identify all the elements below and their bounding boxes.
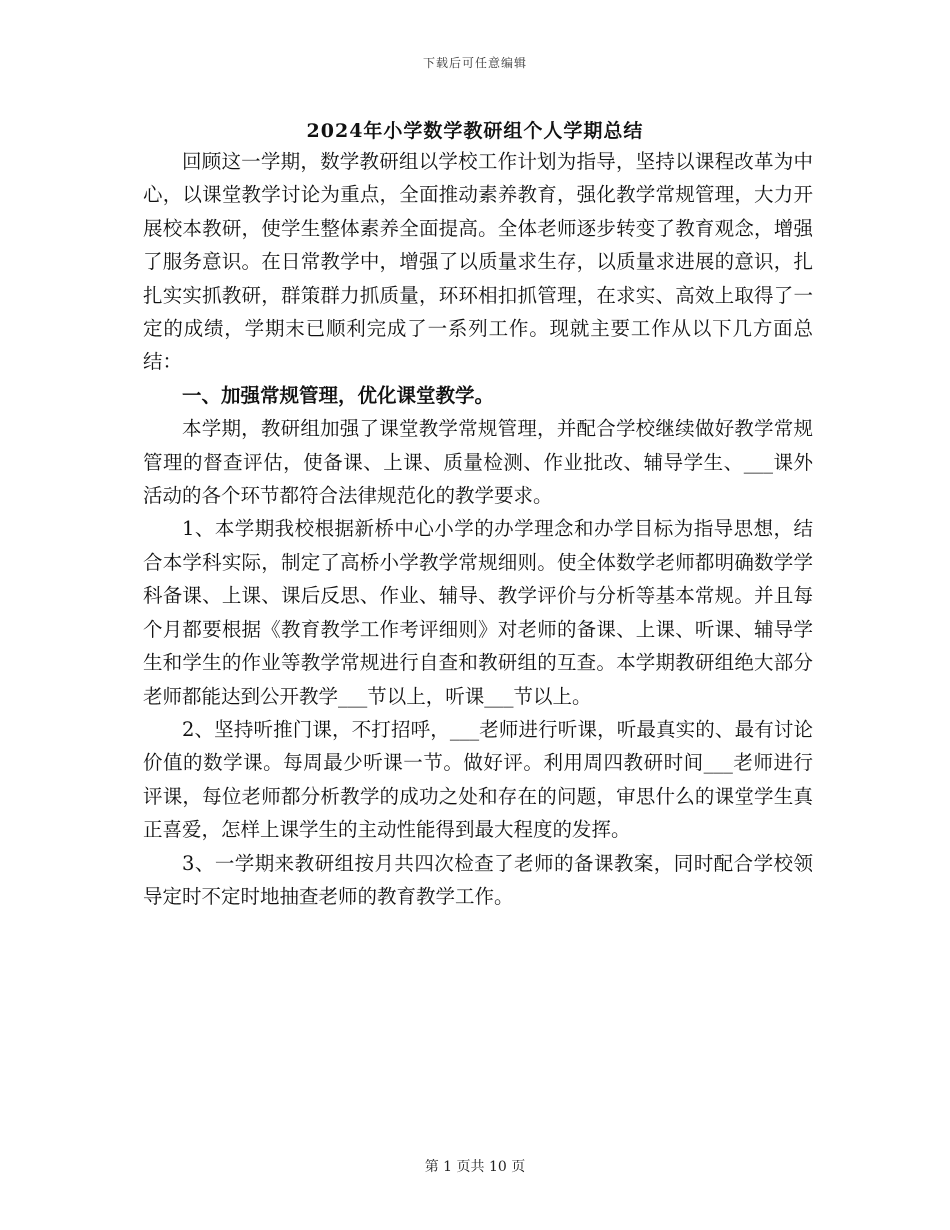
page-number: 第 1 页共 10 页 bbox=[424, 1159, 526, 1175]
paragraph-section-1-intro: 本学期，教研组加强了课堂教学常规管理，并配合学校继续做好教学常规管理的督查评估，使备课、上课、质量检测、作业批改、辅导学生、___课外活动的各个环节都符合法律规范化的教学要求。 bbox=[143, 417, 813, 508]
page-header-note: 下载后可任意编辑 bbox=[422, 56, 527, 70]
paragraph-item-1: 1、本学期我校根据新桥中心小学的办学理念和办学目标为指导思想，结合本学科实际，制定了高桥小学教学常规细则。使全体数学老师都明确数学学科备课、上课、课后反思、作业、辅导、教学评价与分析等基本常规。并且每个月都要根据《教育教学工作考评细则》对老师的备课、上课、听课、辅导学生和学生的作业等教学常规进行自查和教研组的互查。本学期教研组绝大部分老师都能达到公开教学___节以上，听课___节以上。 bbox=[143, 517, 813, 708]
paragraph-item-3: 3、一学期来教研组按月共四次检查了老师的备课教案，同时配合学校领导定时不定时地抽查老师的教育教学工作。 bbox=[143, 851, 813, 908]
document-body bbox=[143, 145, 813, 913]
document-title: 2024年小学数学教研组个人学期总结 bbox=[306, 120, 644, 142]
section-heading-1: 一、加强常规管理，优化课堂教学。 bbox=[182, 383, 495, 407]
paragraph-intro: 回顾这一学期，数学教研组以学校工作计划为指导，坚持以课程改革为中心，以课堂教学讨论为重点，全面推动素养教育，强化教学常规管理，大力开展校本教研，使学生整体素养全面提高。全体老师逐步转变了教育观念，增强了服务意识。在日常教学中，增强了以质量求生存，以质量求进展的意识，扎扎实实抓教研，群策群力抓质量，环环相扣抓管理，在求实、高效上取得了一定的成绩，学期末已顺利完成了一系列工作。现就主要工作从以下几方面总结： bbox=[143, 150, 813, 374]
paragraph-item-2: 2、坚持听推门课，不打招呼，___老师进行听课，听最真实的、最有讨论价值的数学课。每周最少听课一节。做好评。利用周四教研时间___老师进行评课，每位老师都分析教学的成功之处和存在的问题，审思什么的课堂学生真正喜爱，怎样上课学生的主动性能得到最大程度的发挥。 bbox=[143, 717, 813, 842]
